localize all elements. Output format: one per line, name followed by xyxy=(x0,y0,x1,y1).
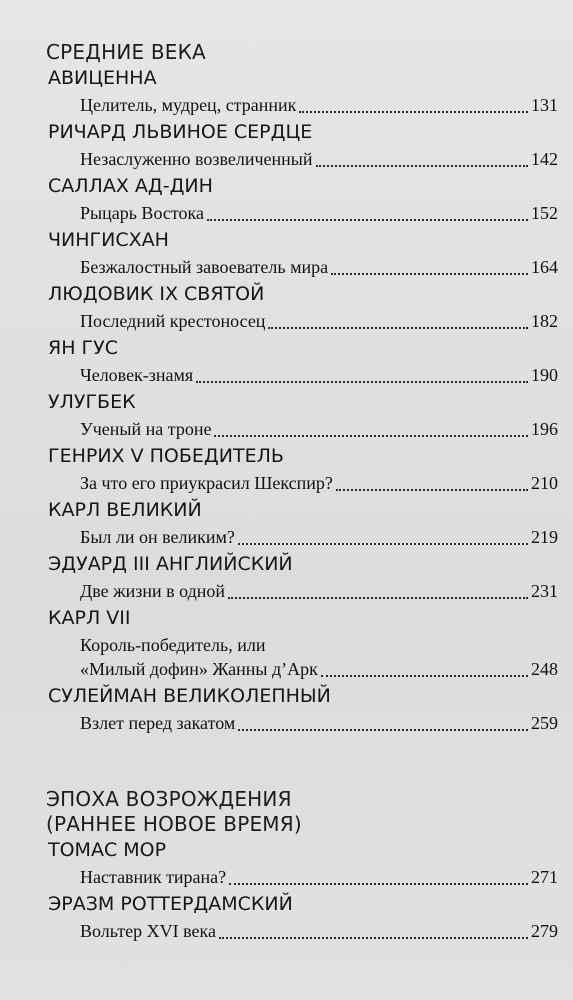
chapter-subtitle: Рыцарь Востока xyxy=(80,203,204,223)
page-number: 279 xyxy=(531,921,558,941)
page-number: 271 xyxy=(531,867,558,887)
page-number: 142 xyxy=(531,149,558,169)
page-number: 190 xyxy=(531,365,558,385)
chapter-person-name: УЛУГБЕК xyxy=(48,391,136,413)
dot-leader xyxy=(331,273,528,275)
chapter-person-name: АВИЦЕННА xyxy=(48,67,157,89)
toc-entry[interactable] xyxy=(46,837,558,891)
dot-leader xyxy=(238,729,528,731)
page-number: 152 xyxy=(531,203,558,223)
chapter-subtitle: За что его приукрасил Шекспир? xyxy=(80,473,333,493)
page-number: 259 xyxy=(531,713,558,733)
toc-entry[interactable] xyxy=(46,389,558,443)
toc-entry[interactable] xyxy=(46,605,558,683)
page-number: 196 xyxy=(531,419,558,439)
toc-entry[interactable] xyxy=(46,65,558,119)
chapter-person-name: СУЛЕЙМАН ВЕЛИКОЛЕПНЫЙ xyxy=(48,685,331,707)
chapter-person-name: КАРЛ ВЕЛИКИЙ xyxy=(48,499,202,521)
chapter-subtitle: «Милый дофин» Жанны д’Арк xyxy=(80,659,318,679)
dot-leader xyxy=(316,165,528,167)
chapter-person-name: ТОМАС МОР xyxy=(48,839,167,861)
page-number: 164 xyxy=(531,257,558,277)
chapter-subtitle: Взлет перед закатом xyxy=(80,713,236,733)
toc-entry[interactable] xyxy=(46,335,558,389)
toc-entry[interactable] xyxy=(46,497,558,551)
chapter-subtitle: Безжалостный завоеватель мира xyxy=(80,257,329,277)
chapter-subtitle: Две жизни в одной xyxy=(80,581,226,601)
page-number: 231 xyxy=(531,581,558,601)
dot-leader xyxy=(207,219,528,221)
chapter-subtitle: Ученый на троне xyxy=(80,419,212,439)
dot-leader xyxy=(321,675,528,677)
chapter-person-name: КАРЛ VII xyxy=(48,607,131,629)
toc-entry[interactable] xyxy=(46,281,558,335)
table-of-contents xyxy=(46,40,558,945)
chapter-subtitle: Вольтер XVI века xyxy=(80,921,216,941)
dot-leader xyxy=(229,883,528,885)
chapter-person-name: САЛЛАХ АД-ДИН xyxy=(48,175,213,197)
section-title: СРЕДНИЕ ВЕКА xyxy=(46,40,206,64)
chapter-subtitle: Был ли он великим? xyxy=(80,527,235,547)
toc-entry[interactable] xyxy=(46,891,558,945)
dot-leader xyxy=(336,489,528,491)
chapter-person-name: ЭРАЗМ РОТТЕРДАМСКИЙ xyxy=(48,893,293,915)
chapter-subtitle: Наставник тирана? xyxy=(80,867,227,887)
page-number: 182 xyxy=(531,311,558,331)
chapter-person-name: ЧИНГИСХАН xyxy=(48,229,169,251)
chapter-person-name: ЛЮДОВИК IX СВЯТОЙ xyxy=(48,283,265,305)
chapter-person-name: ГЕНРИХ V ПОБЕДИТЕЛЬ xyxy=(48,445,284,467)
section-subtitle: (РАННЕЕ НОВОЕ ВРЕМЯ) xyxy=(46,812,302,836)
chapter-person-name: ЯН ГУС xyxy=(48,337,118,359)
dot-leader xyxy=(268,327,528,329)
chapter-subtitle: Целитель, мудрец, странник xyxy=(80,95,297,115)
toc-entry[interactable] xyxy=(46,173,558,227)
toc-entry[interactable] xyxy=(46,443,558,497)
chapter-person-name: РИЧАРД ЛЬВИНОЕ СЕРДЦЕ xyxy=(48,121,313,143)
toc-entry[interactable] xyxy=(46,551,558,605)
chapter-subtitle: Человек-знамя xyxy=(80,365,194,385)
page-number: 248 xyxy=(531,659,558,679)
section-title: ЭПОХА ВОЗРОЖДЕНИЯ xyxy=(46,787,292,811)
dot-leader xyxy=(214,435,528,437)
page-number: 210 xyxy=(531,473,558,493)
dot-leader xyxy=(196,381,528,383)
toc-entry[interactable] xyxy=(46,227,558,281)
dot-leader xyxy=(299,111,528,113)
toc-entry[interactable] xyxy=(46,119,558,173)
dot-leader xyxy=(219,937,528,939)
toc-entry[interactable] xyxy=(46,683,558,737)
chapter-subtitle: Последний крестоносец xyxy=(80,311,266,331)
chapter-person-name: ЭДУАРД III АНГЛИЙСКИЙ xyxy=(48,553,293,575)
chapter-subtitle: Король-победитель, или xyxy=(80,635,266,655)
page-number: 219 xyxy=(531,527,558,547)
dot-leader xyxy=(238,543,528,545)
dot-leader xyxy=(228,597,528,599)
chapter-subtitle: Незаслуженно возвеличенный xyxy=(80,149,313,169)
page-number: 131 xyxy=(531,95,558,115)
